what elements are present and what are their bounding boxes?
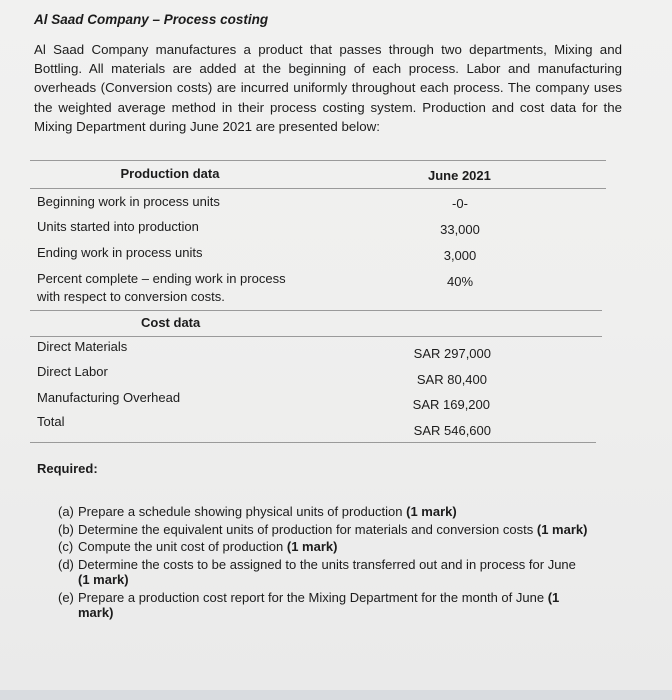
production-row-label: Beginning work in process units — [37, 194, 220, 209]
list-item: (b) Determine the equivalent units of production for materials and conversion costs (1 mark) — [58, 521, 588, 537]
required-heading: Required: — [37, 461, 98, 476]
cost-row-label: Direct Labor — [37, 364, 108, 379]
production-row-value: -0- — [452, 196, 468, 211]
cost-row-label: Direct Materials — [37, 339, 128, 354]
cost-data-header: Cost data — [141, 315, 201, 330]
production-row-label: Units started into production — [37, 219, 199, 234]
table-top-rule — [30, 160, 606, 161]
list-item: (a) Prepare a schedule showing physical units of production (1 mark) — [58, 504, 457, 519]
table-bottom-rule — [30, 442, 596, 443]
production-row-label-cont: with respect to conversion costs. — [37, 289, 225, 304]
section-divider-rule — [30, 310, 602, 311]
cost-row-value: SAR 169,200 — [412, 397, 490, 412]
list-item: (c) Compute the unit cost of production (1 mark) — [58, 539, 338, 554]
list-item: (e) Prepare a production cost report for the Mixing Department for the month of June (1 mark) — [58, 589, 560, 620]
production-row-value: 3,000 — [443, 248, 477, 263]
cost-row-label: Total — [37, 414, 65, 429]
production-row-label: Percent complete – ending work in process — [37, 271, 286, 286]
intro-paragraph: Al Saad Company manufactures a product that passes through two departments, Mixing and Bottling. All materials are added at the beginning of each process. Labor and manufacturing overheads (Conversion costs) are incurred uniformly throughout each process. The company uses the weighted average method in their process costing system. Production and cost data for the Mixing Department during June 2021 are presented below: — [34, 42, 622, 134]
required-list — [58, 504, 618, 623]
cost-row-value: SAR 546,600 — [413, 423, 491, 438]
document-title: Al Saad Company – Process costing — [34, 12, 269, 27]
cost-row-label: Manufacturing Overhead — [37, 390, 181, 405]
production-row-value: 33,000 — [440, 222, 480, 237]
page-bottom-edge — [0, 690, 672, 700]
cost-header-rule — [30, 336, 602, 337]
production-data-header: Production data — [120, 166, 220, 181]
production-row-label: Ending work in process units — [37, 245, 203, 260]
cost-row-value: SAR 80,400 — [416, 372, 487, 387]
list-item: (d) Determine the costs to be assigned to the units transferred out and in process for June (1 mark) — [58, 556, 576, 587]
cost-row-value: SAR 297,000 — [413, 346, 491, 361]
header-bottom-rule — [30, 188, 606, 189]
month-header: June 2021 — [428, 168, 491, 183]
production-row-value: 40% — [446, 274, 474, 289]
